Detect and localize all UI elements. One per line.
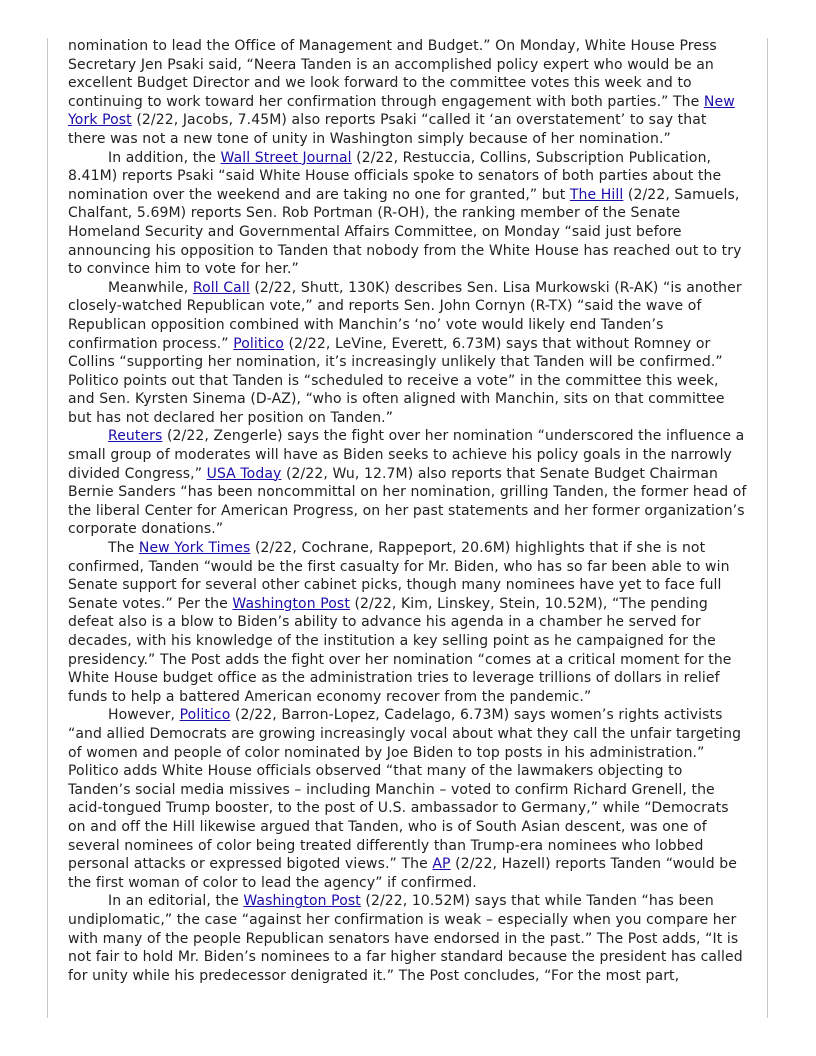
- source-link[interactable]: New York Times: [138, 540, 251, 557]
- paragraph-text: (2/22, Cochrane, Rappeport, 20.6M) highlights that if she is not confirmed, Tanden “would be the first casualty for Mr. Biden, who has so far been able to win Senate support for several other cabinet picks, though many nominees have yet to face full Senate votes.” Per the: [68, 540, 730, 612]
- paragraph-text: In addition, the: [108, 149, 221, 166]
- paragraph-text: (2/22, Restuccia, Collins, Subscription Publication, 8.41M) reports Psaki “said White House officials spoke to senators of both parties about the nomination over the weekend and are taking no one for granted,” but: [68, 149, 722, 203]
- paragraph-text: (2/22, Shutt, 130K) describes Sen. Lisa Murkowski (R-AK) “is another closely-watched Republican vote,” and reports Sen. John Cornyn (R-TX) “said the wave of Republican opposition combined with Manchin’s ‘no’ vote would likely end Tanden’s confirmation process.”: [68, 279, 742, 352]
- source-link[interactable]: AP: [432, 856, 451, 873]
- paragraph-text: (2/22, LeVine, Everett, 6.73M) says that without Romney or Collins “supporting her nomination, it’s increasingly unlikely that Tanden will be confirmed.” Politico points out that Tanden is “scheduled to receive a vote” in the committee this week, and Sen. Kyrsten Sinema (D-AZ), “who is often aligned with Manchin, sits on that committee but has not declared her position on Tanden.”: [68, 335, 725, 426]
- source-link[interactable]: Reuters: [108, 428, 163, 445]
- source-link[interactable]: New York Post: [68, 93, 735, 129]
- paragraph: [68, 149, 748, 279]
- paragraph: [68, 892, 748, 985]
- paragraph-text: In an editorial, the: [108, 893, 244, 910]
- paragraph: [68, 539, 748, 706]
- paragraph-text: (2/22, Samuels, Chalfant, 5.69M) reports Sen. Rob Portman (R-OH), the ranking member of the Senate Homeland Security and Governmental Affairs Committee, on Monday “said just before announcing his opposition to Tanden that nobody from the White House has reached out to try to convince him to vote for her.”: [68, 186, 742, 278]
- source-link[interactable]: Politico: [233, 335, 284, 352]
- paragraph-text: (2/22, Zengerle) says the fight over her nomination “underscored the influence a small group of moderates will have as Biden seeks to achieve his policy goals in the narrowly divided Congress,”: [68, 428, 745, 482]
- paragraph-text: Meanwhile,: [108, 279, 193, 296]
- paragraph: [68, 37, 748, 149]
- source-link[interactable]: Washington Post: [232, 595, 350, 612]
- right-margin-rule: [767, 38, 768, 1018]
- source-link[interactable]: Roll Call: [192, 279, 250, 296]
- paragraph: [68, 279, 748, 428]
- paragraph-text: The: [108, 540, 139, 557]
- left-margin-rule: [47, 38, 48, 1018]
- source-link[interactable]: USA Today: [206, 465, 282, 482]
- source-link[interactable]: Wall Street Journal: [220, 149, 352, 166]
- paragraph-text: (2/22, Hazell) reports Tanden “would be the first woman of color to lead the agency” if confirmed.: [68, 856, 737, 891]
- paragraph-text: nomination to lead the Office of Management and Budget.” On Monday, White House Press Secretary Jen Psaki said, “Neera Tanden is an accomplished policy expert who would be an excellent Budget Director and we look forward to the committee votes this week and to continuing to work toward her confirmation through engagement with both parties.” The: [68, 38, 717, 110]
- paragraph-text: (2/22, Kim, Linskey, Stein, 10.52M), “The pending defeat also is a blow to Biden’s ability to advance his agenda in a chamber he served for decades, with his knowledge of the institution a key selling point as he campaigned for the presidency.” The Post adds the fight over her nomination “comes at a critical moment for the White House budget office as the administration tries to leverage trillions of dollars in relief funds to help a battered American economy recover from the pandemic.”: [68, 595, 732, 705]
- source-link[interactable]: Politico: [179, 707, 231, 724]
- paragraph-text: (2/22, Wu, 12.7M) also reports that Senate Budget Chairman Bernie Sanders “has been noncommittal on her nomination, grilling Tanden, the former head of the liberal Center for American Progress, on her past statements and her former organization’s corporate donations.”: [68, 465, 747, 538]
- source-link[interactable]: The Hill: [569, 186, 624, 203]
- paragraph-text: (2/22, Jacobs, 7.45M) also reports Psaki “called it ‘an overstatement’ to say that there was not a new tone of unity in Washington simply because of her nomination.”: [68, 112, 707, 147]
- paragraph-text: (2/22, Barron-Lopez, Cadelago, 6.73M) says women’s rights activists “and allied Democrats are growing increasingly vocal about what they call the unfair targeting of women and people of color nominated by Joe Biden to top posts in his administration.” Politico adds White House officials observed “that many of the lawmakers objecting to Tanden’s social media missives – including Manchin – voted to confirm Richard Grenell, the acid-tongued Trump booster, to the post of U.S. ambassador to Germany,” while “Democrats on and off the Hill likewise argued that Tanden, who is of South Asian descent, was one of several nominees of color being treated differently than Trump-era nominees who lobbed personal attacks or expressed bigoted views.” The: [68, 707, 742, 873]
- paragraph-text: (2/22, 10.52M) says that while Tanden “has been undiplomatic,” the case “against her confirmation is weak – especially when you compare her with many of the people Republican senators have endorsed in the past.” The Post adds, “It is not fair to hold Mr. Biden’s nominees to a far higher standard because the president has called for unity while his predecessor denigrated it.” The Post concludes, “For the most part,: [68, 893, 743, 984]
- paragraph-text: However,: [108, 707, 180, 724]
- document-body: [68, 37, 748, 985]
- paragraph: [68, 706, 748, 892]
- source-link[interactable]: Washington Post: [243, 893, 361, 910]
- paragraph: [68, 427, 748, 539]
